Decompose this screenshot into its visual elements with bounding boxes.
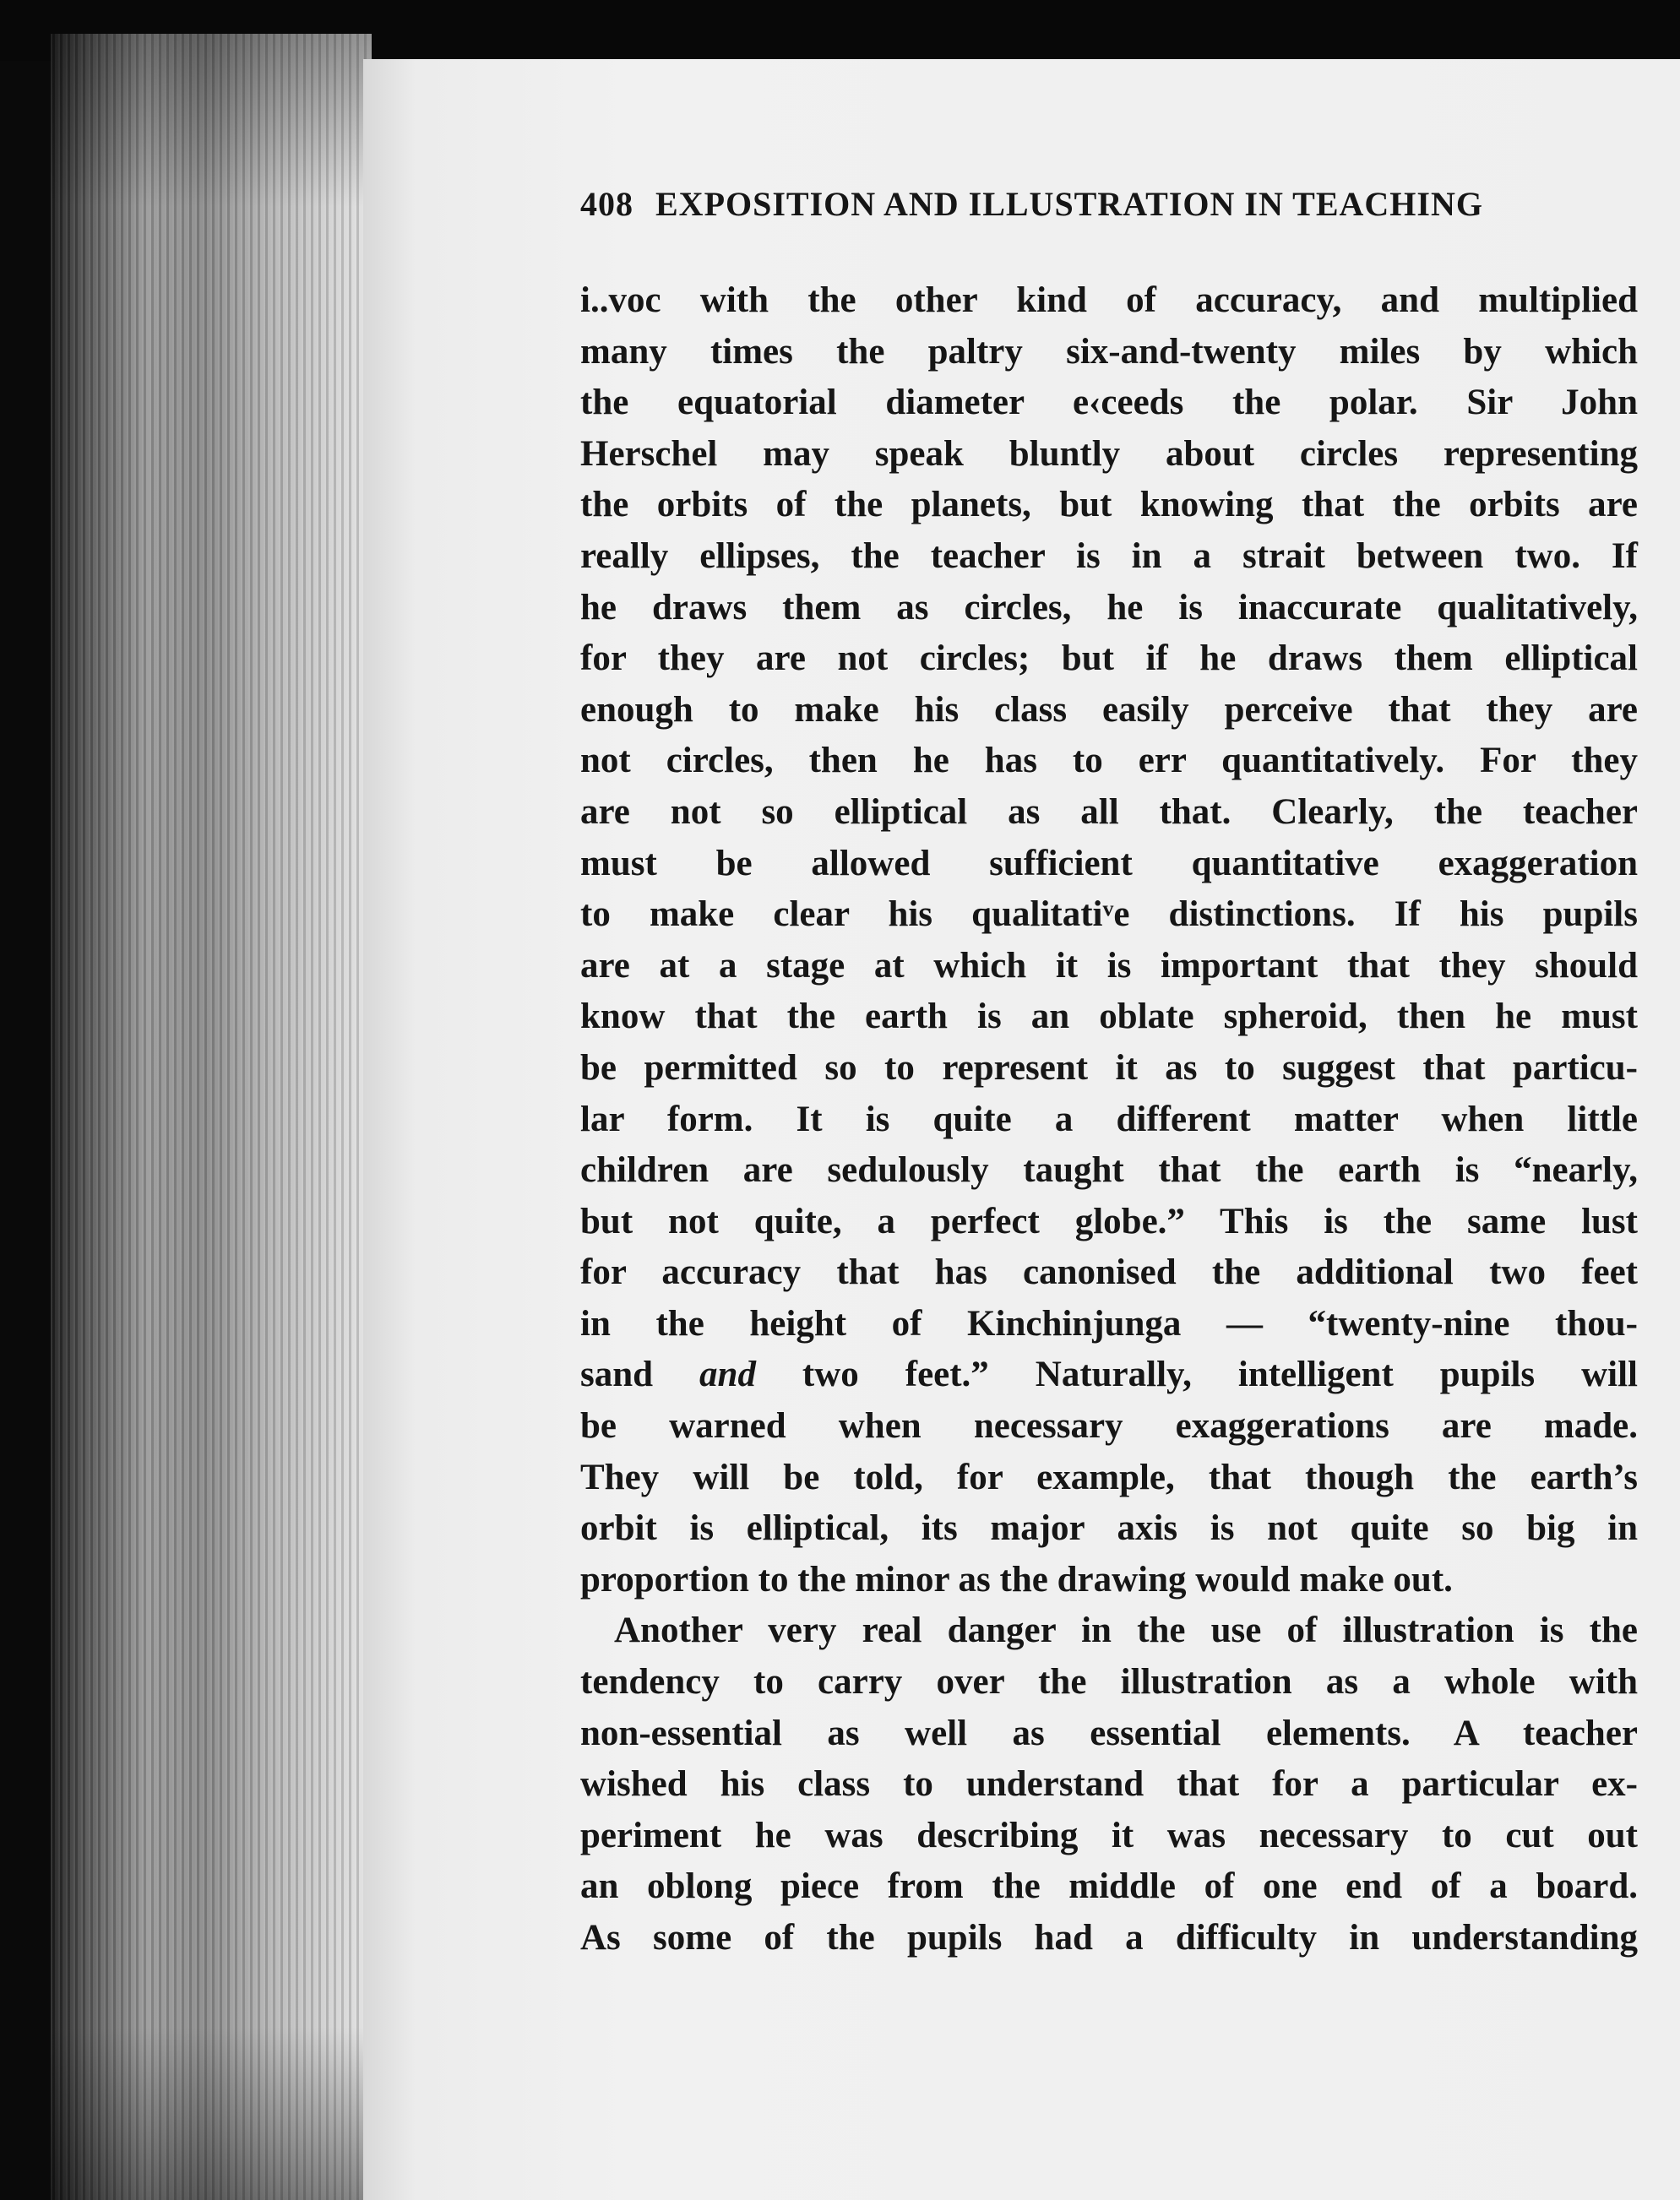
text-line: for accuracy that has canonised the additional two feet: [580, 1252, 1638, 1293]
text-line: he draws them as circles, he is inaccurate qualitatively,: [580, 587, 1638, 627]
line-part: two feet.” Naturally, intelligent pupils will: [755, 1355, 1638, 1395]
text-line: the equatorial diameter e‹ceeds the polar. Sir John: [580, 383, 1638, 423]
text-line: lar form. It is quite a different matter when little: [580, 1099, 1638, 1139]
page-number: 408: [580, 185, 633, 223]
body-text: [580, 275, 1638, 1964]
book-edge-shadow: [51, 34, 372, 2200]
text-line: proportion to the minor as the drawing would make out.: [580, 1559, 1453, 1600]
text-line: know that the earth is an oblate spheroid, then he must: [580, 997, 1638, 1037]
text-line: tendency to carry over the illustration as a whole with: [580, 1662, 1638, 1703]
text-line: non-essential as well as essential elements. A teacher: [580, 1713, 1638, 1753]
running-head-title: EXPOSITION AND ILLUSTRATION IN TEACHING: [655, 185, 1483, 223]
text-line: many times the paltry six-and-twenty miles by which: [580, 331, 1638, 372]
text-line: be permitted so to represent it as to suggest that particu-: [580, 1047, 1638, 1088]
text-line: be warned when necessary exaggerations are made.: [580, 1406, 1638, 1447]
text-line-with-italic: [580, 1350, 1638, 1401]
text-line: periment he was describing it was necessary to cut out: [580, 1815, 1638, 1855]
text-line: Another very real danger in the use of illustration is the: [614, 1611, 1638, 1651]
text-line: not circles, then he has to err quantitatively. For they: [580, 741, 1638, 781]
text-line: in the height of Kinchinjunga — “twenty-nine thou-: [580, 1303, 1638, 1344]
text-line: As some of the pupils had a difficulty in understanding: [580, 1918, 1638, 1958]
text-line: must be allowed sufficient quantitative exaggeration: [580, 843, 1638, 883]
text-line: are at a stage at which it is important that they should: [580, 945, 1638, 986]
text-line: i..voc with the other kind of accuracy, and multiplied: [580, 280, 1638, 320]
line-part: sand: [580, 1355, 700, 1395]
italic-word: and: [699, 1355, 756, 1395]
text-line: but not quite, a perfect globe.” This is the same lust: [580, 1201, 1638, 1241]
text-line: children are sedulously taught that the earth is “nearly,: [580, 1150, 1638, 1191]
text-line: wished his class to understand that for a particular ex-: [580, 1764, 1638, 1805]
text-line: really ellipses, the teacher is in a strait between two. If: [580, 535, 1638, 576]
text-line: for they are not circles; but if he draws them elliptical: [580, 638, 1638, 679]
text-line: enough to make his class easily perceive that they are: [580, 689, 1638, 730]
text-line: They will be told, for example, that though the earth’s: [580, 1457, 1638, 1497]
text-line: orbit is elliptical, its major axis is not quite so big in: [580, 1508, 1638, 1549]
running-head: [580, 187, 1638, 221]
book-page: [363, 59, 1680, 2200]
text-line: to make clear his qualitatiᵛe distinctions. If his pupils: [580, 894, 1638, 935]
text-line: the orbits of the planets, but knowing that the orbits are: [580, 485, 1638, 525]
text-line: are not so elliptical as all that. Clearly, the teacher: [580, 791, 1638, 832]
text-line: Herschel may speak bluntly about circles representing: [580, 433, 1638, 474]
text-line: an oblong piece from the middle of one end of a board.: [580, 1866, 1638, 1907]
